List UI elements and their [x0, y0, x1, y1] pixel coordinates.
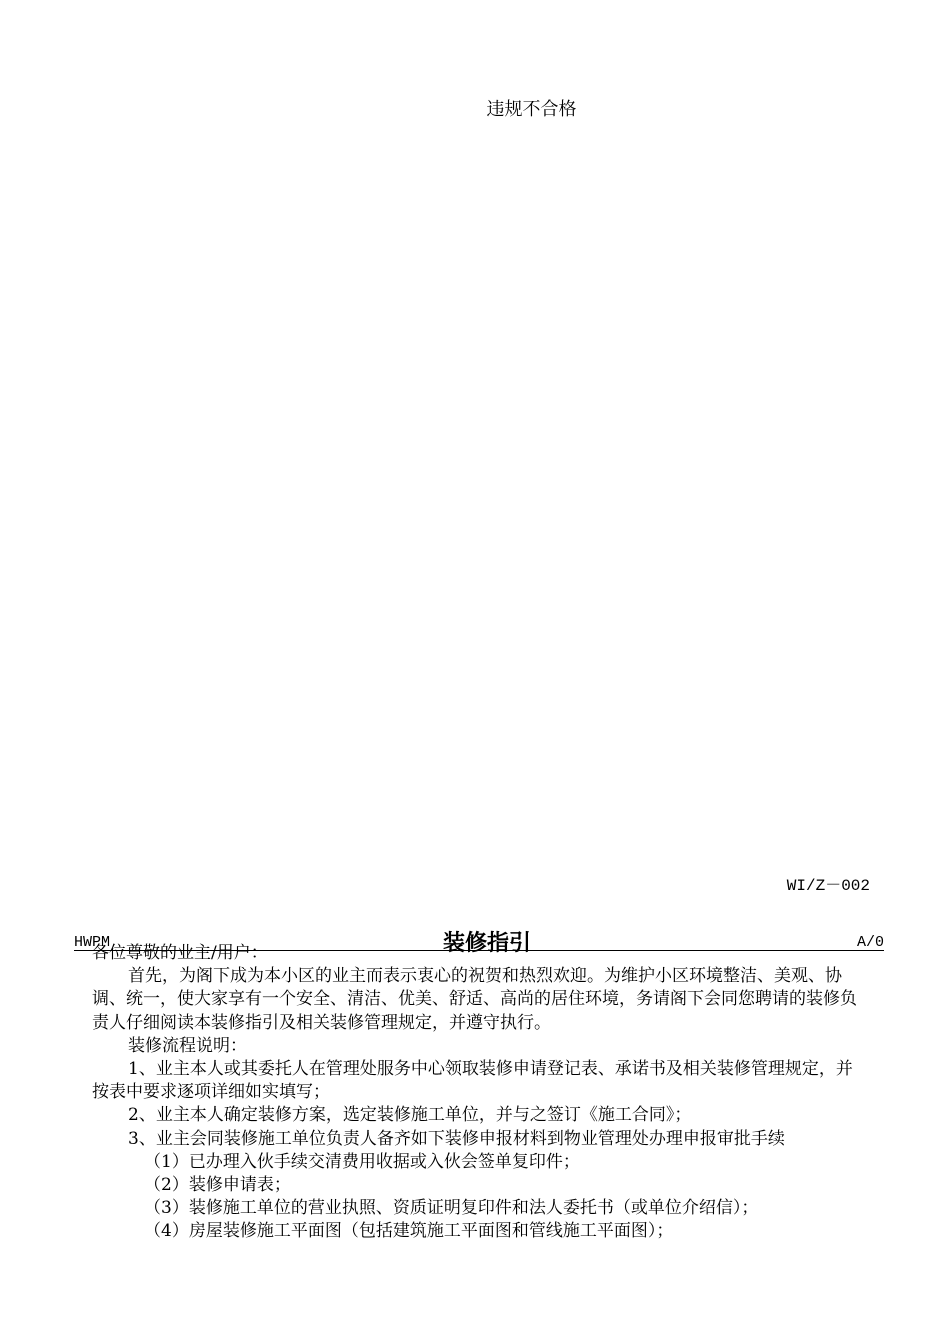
greeting: 各位尊敬的业主/用户：	[92, 943, 268, 963]
header-left-code: HWPM	[74, 934, 111, 951]
header-revision: A/0	[856, 934, 884, 951]
step-item: 1、业主本人或其委托人在管理处服务中心领取装修申请登记表、承诺书及相关装修管理规定，并按表中要求逐项详细如实填写；	[92, 1059, 853, 1103]
document-number: WI/Z－002	[786, 877, 870, 895]
process-heading: 装修流程说明：	[128, 1035, 247, 1056]
document-body	[92, 942, 866, 1244]
stamp-text: 违规不合格	[486, 99, 577, 120]
step-item: 2、业主本人确定装修方案，选定装修施工单位，并与之签订《施工合同》；	[128, 1105, 692, 1126]
material-item: （4）房屋装修施工平面图（包括建筑施工平面图和管线施工平面图）；	[144, 1221, 674, 1242]
material-item: （3）装修施工单位的营业执照、资质证明复印件和法人委托书（或单位介绍信）；	[144, 1198, 759, 1219]
material-item: （1）已办理入伙手续交清费用收据或入伙会签单复印件；	[144, 1151, 580, 1172]
step-item: 3、业主会同装修施工单位负责人备齐如下装修申报材料到物业管理处办理申报审批手续	[128, 1128, 785, 1149]
intro-paragraph: 首先，为阁下成为本小区的业主而表示衷心的祝贺和热烈欢迎。为维护小区环境整洁、美观、协调、统一，使大家享有一个安全、清洁、优美、舒适、高尚的居住环境，务请阁下会同您聘请的装修负责人仔细阅读本装修指引及相关装修管理规定，并遵守执行。	[92, 966, 857, 1033]
page-title: 装修指引	[442, 931, 531, 956]
material-item: （2）装修申请表；	[144, 1175, 291, 1196]
